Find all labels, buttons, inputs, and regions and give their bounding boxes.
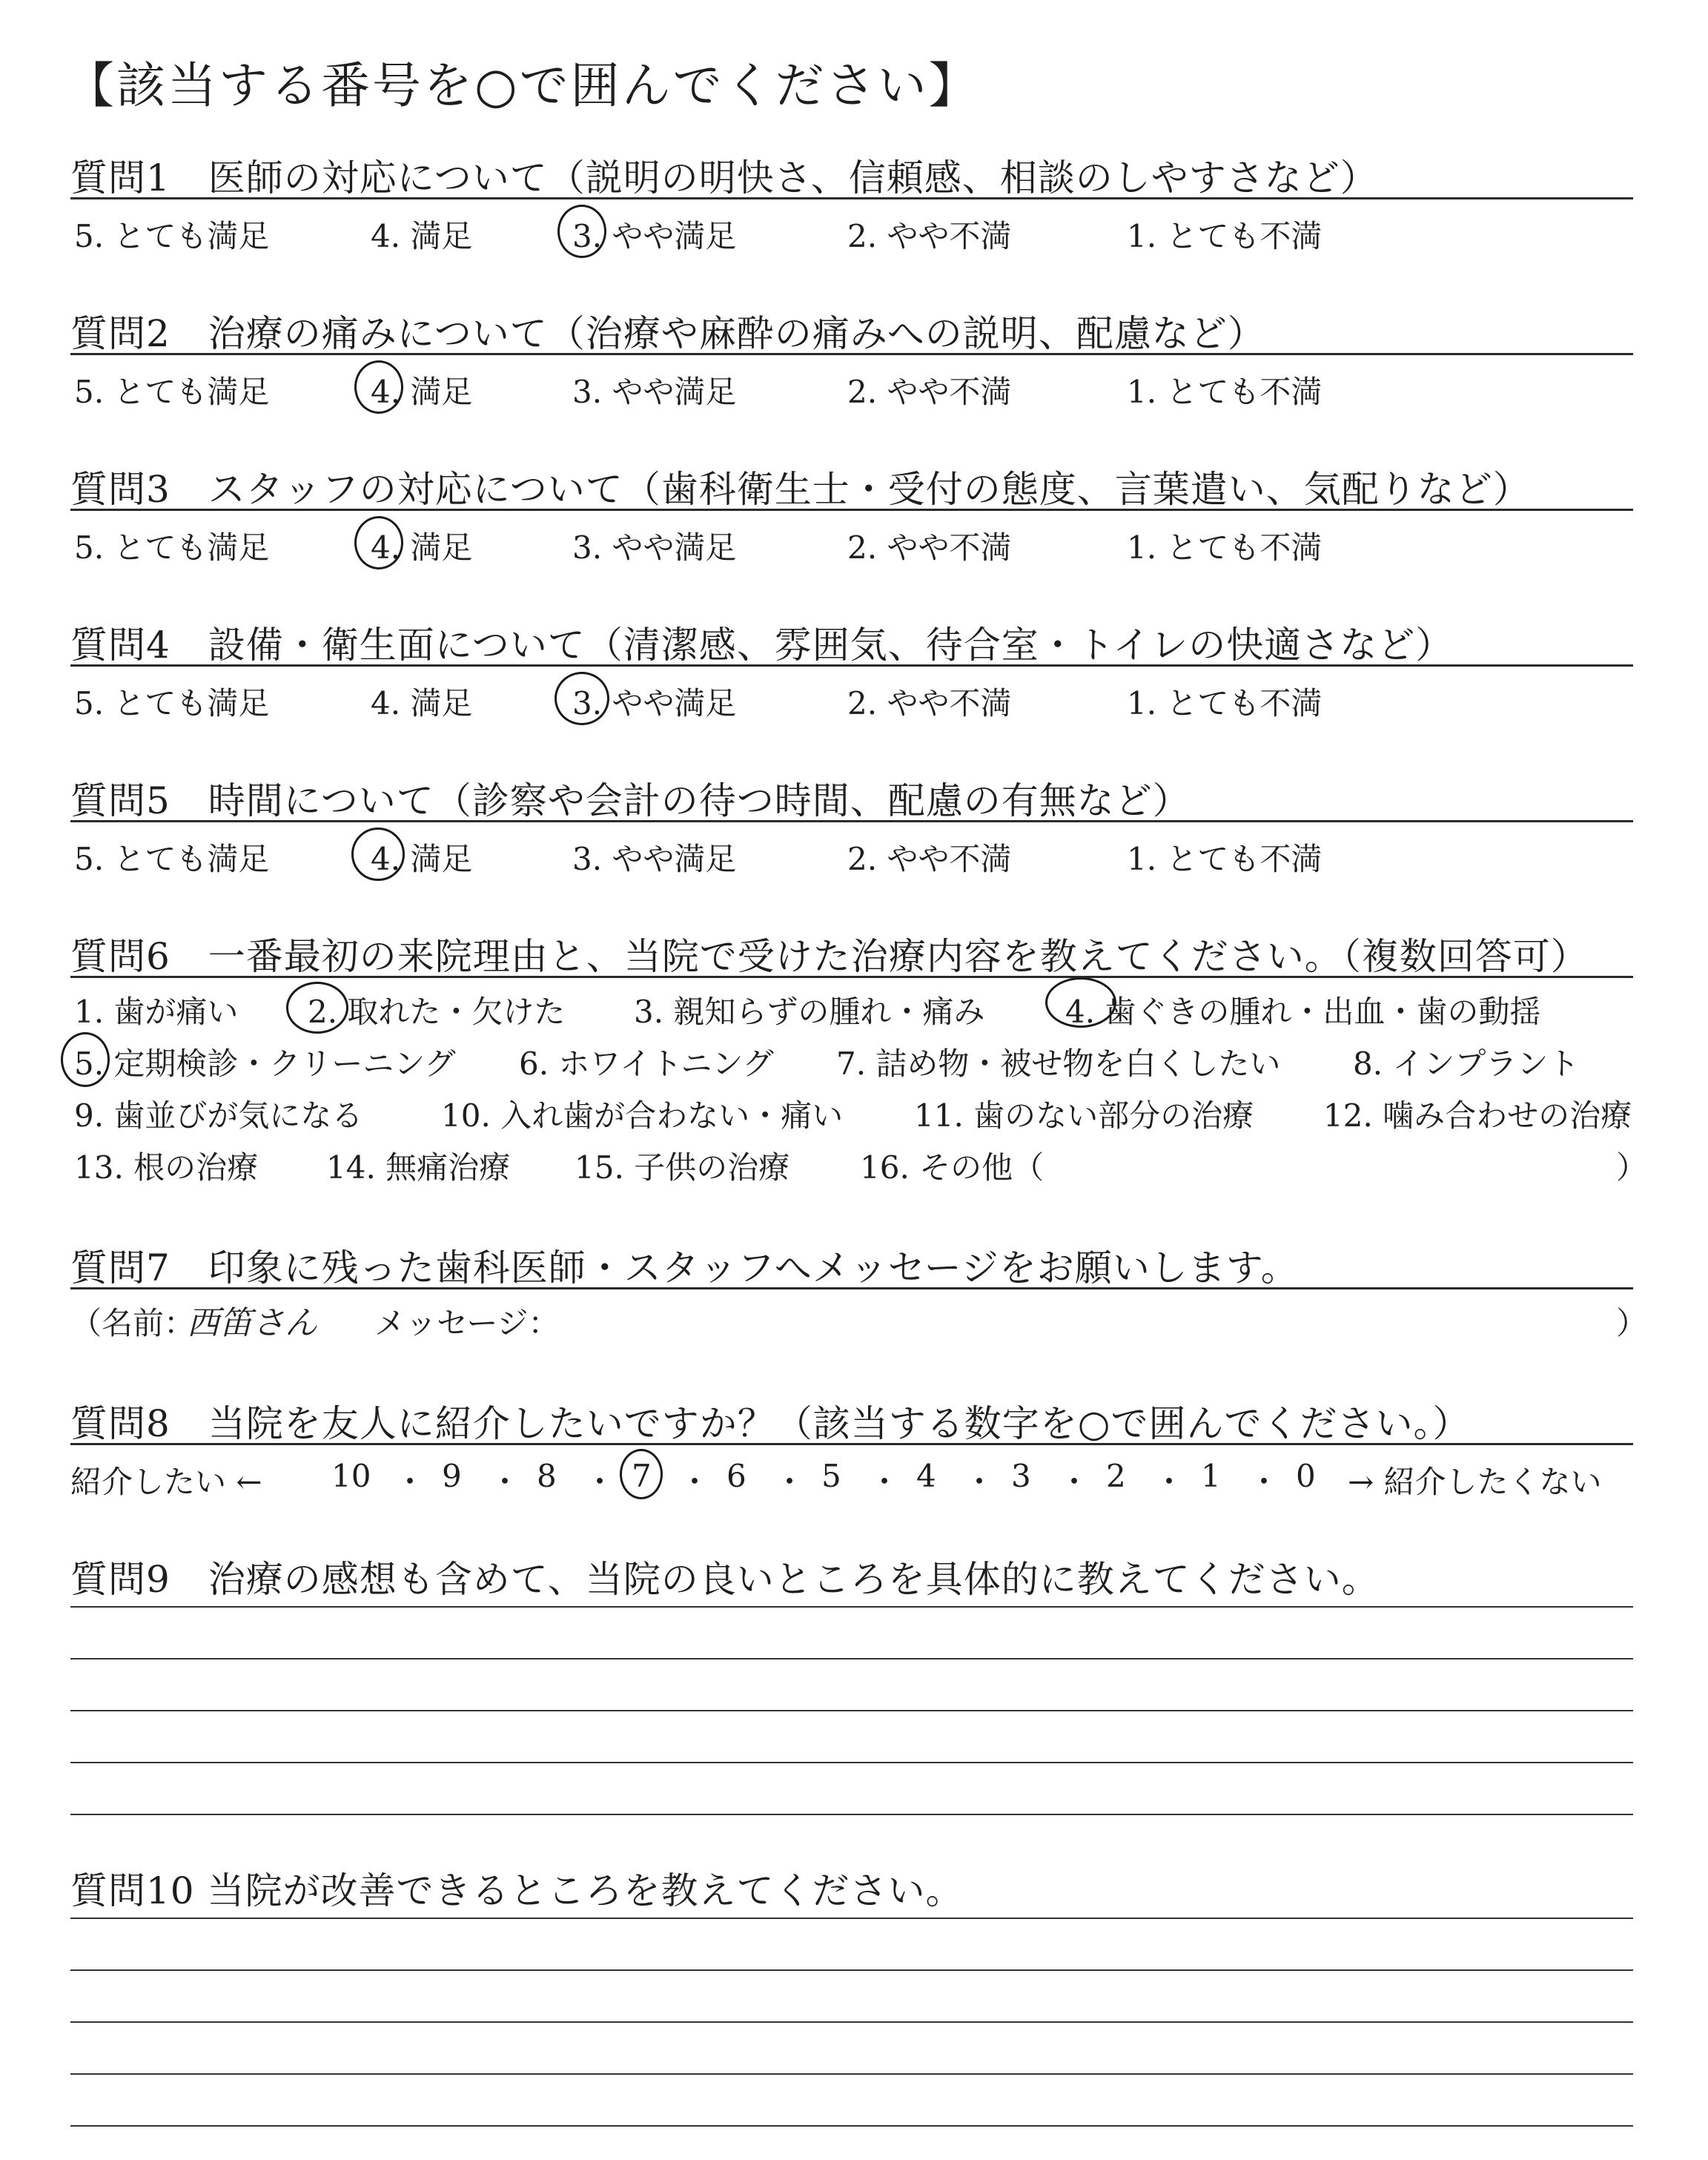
q6-option-3[interactable]: 3. 親知らずの腫れ・痛み [634,994,985,1030]
q6-option-8[interactable]: 8. インプラント [1353,1046,1580,1082]
q3-option-5[interactable]: 5. とても満足 [74,529,270,566]
q4-title: 質問4 設備・衛生面について（清潔感、雰囲気、待合室・トイレの快適さなど） [70,624,1454,667]
q1-option-2[interactable]: 2. やや不満 [847,218,1012,254]
q10-title: 質問10 当院が改善できるところを教えてください。 [70,1869,964,1912]
q4-rule [70,664,1633,667]
q8-scale-dot: ・ [964,1464,996,1500]
q6-option-15[interactable]: 15. 子供の治療 [575,1149,790,1186]
q10-answer-line[interactable] [70,1918,1633,1919]
q6-option-13[interactable]: 13. 根の治療 [74,1149,259,1186]
q8-scale-8[interactable]: 8 [537,1458,557,1494]
q2-selected-circle [354,360,403,414]
q6-option-1[interactable]: 1. 歯が痛い [74,994,239,1030]
q6-other-close-paren: ） [1616,1149,1648,1186]
q1-option-4[interactable]: 4. 満足 [371,218,473,254]
q8-title: 質問8 当院を友人に紹介したいですか？（該当する数字を○で囲んでください。） [70,1402,1471,1445]
q6-option-2[interactable]: 2. 取れた・欠けた [308,994,566,1030]
q5-option-4[interactable]: 4. 満足 [371,841,473,877]
q6-option-7[interactable]: 7. 詰め物・被せ物を白くしたい [836,1046,1281,1082]
q9-answer-line[interactable] [70,1606,1633,1608]
q5-selected-circle [351,828,405,881]
q6-title: 質問6 一番最初の来院理由と、当院で受けた治療内容を教えてください。（複数回答可） [70,935,1589,978]
q2-rule [70,353,1633,355]
q8-selected-circle [620,1449,663,1499]
q8-scale-7[interactable]: 7 [632,1458,652,1494]
q3-option-2[interactable]: 2. やや不満 [847,529,1012,566]
q8-scale-dot: ・ [584,1464,616,1500]
q7-rule [70,1287,1633,1289]
q8-scale-dot: ・ [394,1464,426,1500]
q2-title: 質問2 治療の痛みについて（治療や麻酔の痛みへの説明、配慮など） [70,312,1265,355]
q8-scale-6[interactable]: 6 [726,1458,747,1494]
q8-scale-dot: ・ [1059,1464,1090,1500]
q8-scale-5[interactable]: 5 [821,1458,841,1494]
q5-option-1[interactable]: 1. とても不満 [1127,841,1323,877]
q3-option-3[interactable]: 3. やや満足 [572,529,737,566]
q6-option-11[interactable]: 11. 歯のない部分の治療 [914,1097,1254,1134]
q5-rule [70,820,1633,822]
q8-rule [70,1443,1633,1445]
q3-option-4[interactable]: 4. 満足 [371,529,473,566]
q2-option-1[interactable]: 1. とても不満 [1127,374,1323,410]
q7-title: 質問7 印象に残った歯科医師・スタッフへメッセージをお願いします。 [70,1246,1299,1289]
q8-scale-dot: ・ [679,1464,711,1500]
q2-option-2[interactable]: 2. やや不満 [847,374,1012,410]
q4-option-5[interactable]: 5. とても満足 [74,685,270,721]
q8-right-label: → 紹介したくない [1348,1464,1602,1500]
q10-answer-line[interactable] [70,2073,1633,2075]
q6-option-16[interactable]: 16. その他（ [860,1149,1045,1186]
q4-option-3[interactable]: 3. やや満足 [572,685,737,721]
q3-rule [70,509,1633,511]
q8-scale-4[interactable]: 4 [916,1458,936,1494]
q1-rule [70,197,1633,199]
q4-selected-circle [555,672,609,725]
q8-scale-9[interactable]: 9 [442,1458,462,1494]
q5-title: 質問5 時間について（診察や会計の待つ時間、配慮の有無など） [70,779,1191,822]
q6-option-10[interactable]: 10. 入れ歯が合わない・痛い [441,1097,844,1134]
q2-option-5[interactable]: 5. とても満足 [74,374,270,410]
q1-option-1[interactable]: 1. とても不満 [1127,218,1323,254]
q7-name-label: （名前： [70,1305,196,1341]
q3-selected-circle [354,516,403,569]
q7-close-paren: ） [1616,1305,1648,1341]
q4-option-2[interactable]: 2. やや不満 [847,685,1012,721]
page-title: 【該当する番号を○で囲んでください】 [65,57,980,114]
q1-option-5[interactable]: 5. とても満足 [74,218,270,254]
q9-answer-line[interactable] [70,1814,1633,1815]
q8-scale-dot: ・ [1153,1464,1185,1500]
q8-scale-dot: ・ [774,1464,806,1500]
q1-selected-circle [557,205,606,258]
q3-option-1[interactable]: 1. とても不満 [1127,529,1323,566]
q6-selected-circle-4 [1045,977,1116,1028]
q8-scale-1[interactable]: 1 [1201,1458,1221,1494]
q10-answer-line[interactable] [70,1969,1633,1971]
q6-option-12[interactable]: 12. 噛み合わせの治療 [1323,1097,1632,1134]
q10-answer-line[interactable] [70,2125,1633,2127]
q8-scale-3[interactable]: 3 [1011,1458,1031,1494]
q6-option-9[interactable]: 9. 歯並びが気になる [74,1097,363,1134]
q1-option-3[interactable]: 3. やや満足 [572,218,737,254]
q6-option-4[interactable]: 4. 歯ぐきの腫れ・出血・歯の動揺 [1065,994,1541,1030]
q6-selected-circle-2 [286,982,348,1034]
q8-scale-dot: ・ [489,1464,521,1500]
q5-option-2[interactable]: 2. やや不満 [847,841,1012,877]
q6-option-14[interactable]: 14. 無痛治療 [326,1149,511,1186]
q2-option-4[interactable]: 4. 満足 [371,374,473,410]
q8-scale-10[interactable]: 10 [331,1458,371,1494]
q10-answer-line[interactable] [70,2021,1633,2023]
q8-scale-0[interactable]: 0 [1296,1458,1316,1494]
q9-answer-line[interactable] [70,1710,1633,1711]
q5-option-5[interactable]: 5. とても満足 [74,841,270,877]
q9-answer-line[interactable] [70,1658,1633,1659]
q8-left-label: 紹介したい ← [70,1464,262,1500]
q5-option-3[interactable]: 3. やや満足 [572,841,737,877]
q2-option-3[interactable]: 3. やや満足 [572,374,737,410]
q6-option-6[interactable]: 6. ホワイトニング [519,1046,774,1082]
q7-name-handwritten[interactable]: 西笛さん [187,1304,317,1342]
q9-answer-line[interactable] [70,1762,1633,1763]
q8-scale-dot: ・ [869,1464,901,1500]
q4-option-1[interactable]: 1. とても不満 [1127,685,1323,721]
q1-title: 質問1 医師の対応について（説明の明快さ、信頼感、相談のしやすさなど） [70,156,1378,199]
q8-scale-2[interactable]: 2 [1106,1458,1126,1494]
q6-option-5[interactable]: 5. 定期検診・クリーニング [74,1046,456,1082]
q7-message-label: メッセージ： [374,1305,560,1341]
q6-selected-circle-5 [61,1032,110,1087]
q4-option-4[interactable]: 4. 満足 [371,685,473,721]
q3-title: 質問3 スタッフの対応について（歯科衛生士・受付の態度、言葉遣い、気配りなど） [70,468,1531,511]
q6-rule [70,976,1633,978]
q8-scale-dot: ・ [1248,1464,1280,1500]
q9-title: 質問9 治療の感想も含めて、当院の良いところを具体的に教えてください。 [70,1558,1380,1601]
